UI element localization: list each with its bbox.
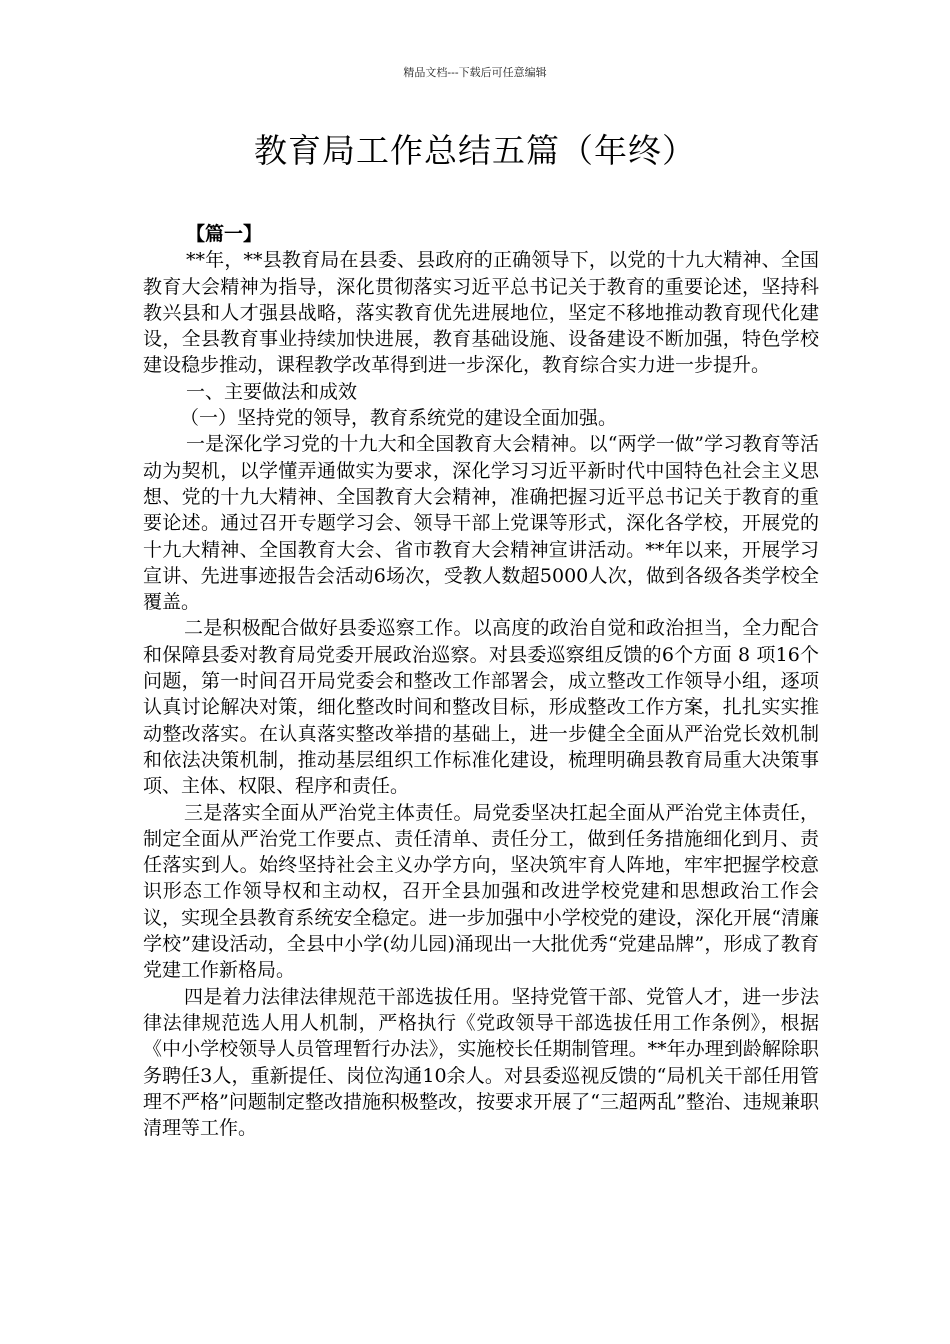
page-header-note: 精品文档---下载后可任意编辑 <box>403 66 547 79</box>
paragraph-point-four: 四是着力法律法律规范干部选拔任用。坚持党管干部、党管人才，进一步法律法律规范选人用人机制，严格执行《党政领导干部选拔任用工作条例》，根据《中小学校领导人员管理暂行办法》，实施校长任期制管理。**年办理到龄解除职务聘任3人，重新提任、岗位沟通10余人。对县委巡视反馈的“局机关干部任用管理不严格”问题制定整改措施积极整改，按要求开展了“三超两乱”整治、违规兼职清理等工作。 <box>143 985 819 1140</box>
heading-main-practices: 一、主要做法和成效 <box>186 380 358 403</box>
document-body <box>143 221 819 1141</box>
paragraph-point-one: 一是深化学习党的十九大和全国教育大会精神。以“两学一做”学习教育等活动为契机，以学懂弄通做实为要求，深化学习习近平新时代中国特色社会主义思想、党的十九大精神、全国教育大会精神，准确把握习近平总书记关于教育的重要论述。通过召开专题学习会、领导干部上党课等形式，深化各学校，开展党的十九大精神、全国教育大会、省市教育大会精神宣讲活动。**年以来，开展学习宣讲、先进事迹报告会活动6场次，受教人数超5000人次，做到各级各类学校全覆盖。 <box>143 433 819 614</box>
intro-paragraph: **年，**县教育局在县委、县政府的正确领导下，以党的十九大精神、全国教育大会精神为指导，深化贯彻落实习近平总书记关于教育的重要论述，坚持科教兴县和人才强县战略，落实教育优先进展地位，坚定不移地推动教育现代化建设，全县教育事业持续加快进展，教育基础设施、设备建设不断加强，特色学校建设稳步推动，课程教学改革得到进一步深化，教育综合实力进一步提升。 <box>143 249 819 377</box>
document-title: 教育局工作总结五篇（年终） <box>254 131 696 170</box>
section-label: 【篇一】 <box>186 223 263 245</box>
paragraph-point-three: 三是落实全面从严治党主体责任。局党委坚决扛起全面从严治党主体责任，制定全面从严治党工作要点、责任清单、责任分工，做到任务措施细化到月、责任落实到人。始终坚持社会主义办学方向，坚决筑牢育人阵地，牢牢把握学校意识形态工作领导权和主动权，召开全县加强和改进学校党建和思想政治工作会议，实现全县教育系统安全稳定。进一步加强中小学校党的建设，深化开展“清廉学校”建设活动，全县中小学(幼儿园)涌现出一大批优秀“党建品牌”，形成了教育党建工作新格局。 <box>143 801 819 982</box>
paragraph-point-two: 二是积极配合做好县委巡察工作。以高度的政治自觉和政治担当，全力配合和保障县委对教育局党委开展政治巡察。对县委巡察组反馈的6个方面 8 项16个问题，第一时间召开局党委会和整改工作部署会，成立整改工作领导小组，逐项认真讨论解决对策，细化整改时间和整改目标，形成整改工作方案，扎扎实实推动整改落实。在认真落实整改举措的基础上，进一步健全全面从严治党长效机制和依法决策机制，推动基层组织工作标准化建设，梳理明确县教育局重大决策事项、主体、权限、程序和责任。 <box>143 617 819 798</box>
subheading-party-leadership: （一）坚持党的领导，教育系统党的建设全面加强。 <box>180 407 618 430</box>
